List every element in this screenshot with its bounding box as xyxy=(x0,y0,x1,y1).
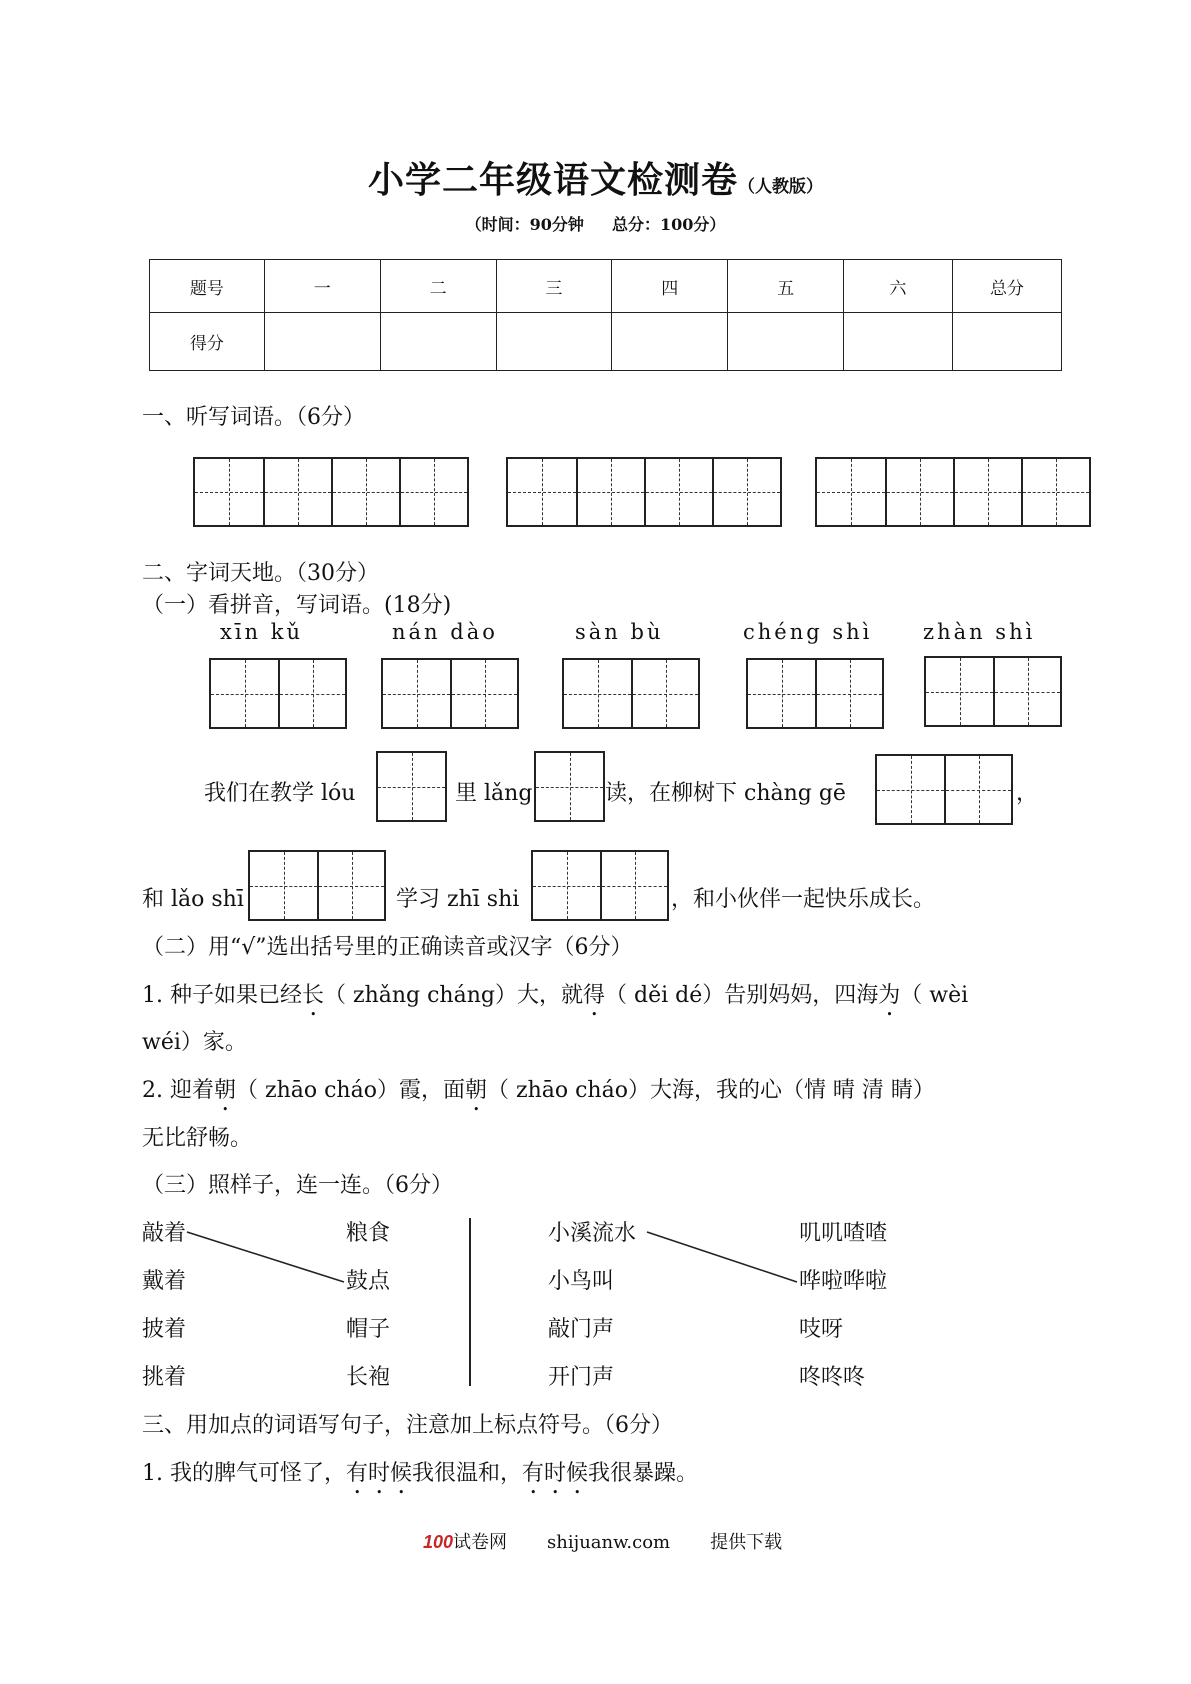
score-header: 五 xyxy=(728,260,844,313)
score-header: 三 xyxy=(496,260,612,313)
match-right-item[interactable]: 粮食 xyxy=(346,1221,391,1246)
pinyin-5: zhàn shì xyxy=(923,620,1036,644)
exam-time: （时间：90分钟 xyxy=(465,215,584,234)
score-header: 六 xyxy=(843,260,952,313)
footer-note: 提供下载 xyxy=(710,1532,783,1553)
score-header: 四 xyxy=(612,260,728,313)
match-left-item[interactable]: 挑着 xyxy=(142,1365,187,1390)
part-3-title: （三）照样子，连一连。（6分） xyxy=(142,1173,453,1198)
sentence-2-a: 和 lǎo shī xyxy=(142,887,244,912)
dotted-word: 有时候 xyxy=(345,1461,412,1486)
sentence-1-c: 读，在柳树下 chàng gē xyxy=(605,781,846,806)
score-row-label: 得分 xyxy=(150,313,265,371)
pinyin-1: xīn kǔ xyxy=(220,620,304,644)
footer xyxy=(423,1528,782,1554)
dotted-char: 长 xyxy=(301,983,324,1008)
score-header: 总分 xyxy=(952,260,1061,313)
match-left-item[interactable]: 小鸟叫 xyxy=(548,1269,615,1294)
sentence-1-b: 里 lǎng xyxy=(455,781,533,806)
pinyin-2: nán dào xyxy=(392,620,498,644)
footer-site: 试卷网 xyxy=(453,1532,508,1553)
match-right-item[interactable]: 叽叽喳喳 xyxy=(799,1221,888,1246)
question-2-1-cont: wéi）家。 xyxy=(142,1030,247,1055)
score-header: 一 xyxy=(264,260,380,313)
dotted-char: 得 xyxy=(582,983,605,1008)
question-2-2: 2. 迎着朝（ zhāo cháo）霞，面朝（ zhāo cháo）大海，我的心（情 晴 清 睛） xyxy=(142,1078,935,1103)
example-line-2 xyxy=(647,1232,797,1282)
match-left-item[interactable]: 敲着 xyxy=(142,1221,187,1246)
match-left-item[interactable]: 披着 xyxy=(142,1317,187,1342)
part-2-title: （二）用“√”选出括号里的正确读音或汉字（6分） xyxy=(142,935,633,960)
section-3-title: 三、用加点的词语写句子，注意加上标点符号。（6分） xyxy=(142,1413,673,1438)
match-right-item[interactable]: 鼓点 xyxy=(346,1269,391,1294)
title-text: 小学二年级语文检测卷 xyxy=(367,159,738,201)
footer-url[interactable]: shijuanw.com xyxy=(547,1532,671,1553)
part-1-title: （一）看拼音，写词语。(18分) xyxy=(142,593,452,618)
question-3-1: 1. 我的脾气可怪了，有时候我很温和，有时候我很暴躁。 xyxy=(142,1461,699,1486)
sentence-1-a: 我们在教学 lóu xyxy=(204,781,356,806)
match-right-item[interactable]: 咚咚咚 xyxy=(799,1365,866,1390)
sentence-2-c: ，和小伙伴一起快乐成长。 xyxy=(671,887,936,912)
match-left-item[interactable]: 戴着 xyxy=(142,1269,187,1294)
match-left-item[interactable]: 开门声 xyxy=(548,1365,615,1390)
pinyin-4: chéng shì xyxy=(743,620,873,644)
match-right-item[interactable]: 帽子 xyxy=(346,1317,391,1342)
match-right-item[interactable]: 哗啦哗啦 xyxy=(799,1269,888,1294)
section-2-title: 二、字词天地。（30分） xyxy=(142,561,379,586)
question-2-1: 1. 种子如果已经长（ zhǎng cháng）大，就得（ děi dé）告别妈妈，四海为（ wèi xyxy=(142,983,969,1008)
exam-total: 总分：100分） xyxy=(611,215,726,234)
section-1-title: 一、听写词语。（6分） xyxy=(142,405,365,430)
footer-logo: 100 xyxy=(423,1532,454,1552)
match-left-item[interactable]: 敲门声 xyxy=(548,1317,615,1342)
sentence-2-b: 学习 zhī shi xyxy=(396,887,520,912)
match-left-item[interactable]: 小溪流水 xyxy=(548,1221,637,1246)
dotted-word: 有时候 xyxy=(522,1461,589,1486)
match-right-item[interactable]: 长袍 xyxy=(346,1365,391,1390)
dotted-char: 朝 xyxy=(213,1078,236,1103)
pinyin-3: sàn bù xyxy=(575,620,664,644)
dotted-char: 朝 xyxy=(464,1078,487,1103)
match-right-item[interactable]: 吱呀 xyxy=(799,1317,844,1342)
score-header: 二 xyxy=(380,260,496,313)
score-header: 题号 xyxy=(150,260,265,313)
sentence-1-d: ， xyxy=(1016,781,1039,806)
title-suffix: （人教版） xyxy=(738,177,823,197)
example-line-1 xyxy=(187,1232,344,1282)
question-2-2-cont: 无比舒畅。 xyxy=(142,1126,253,1151)
dotted-char: 为 xyxy=(878,983,901,1008)
